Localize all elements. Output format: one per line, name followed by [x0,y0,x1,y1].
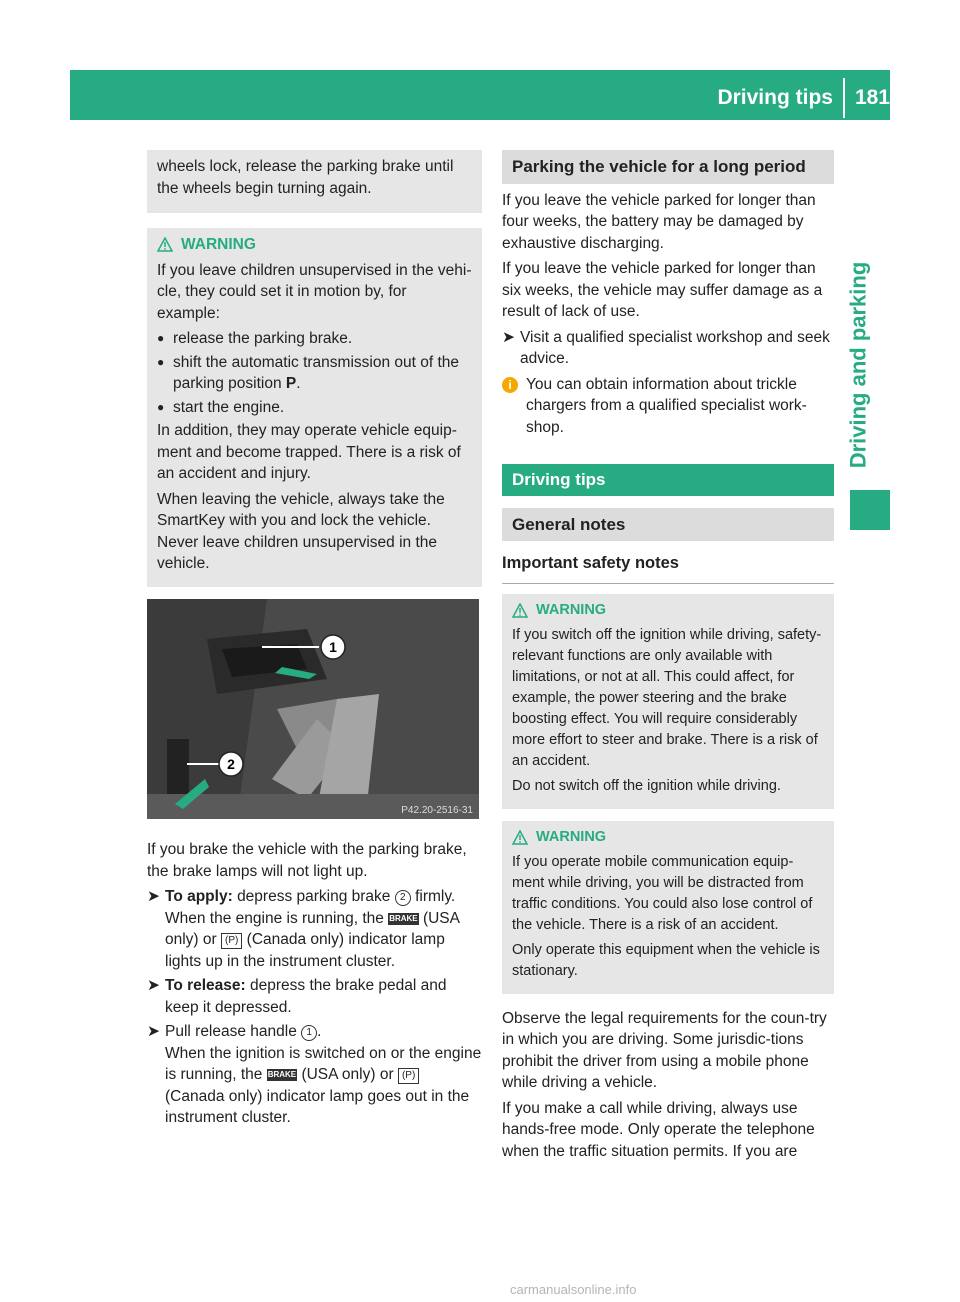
warning-title: WARNING [536,601,607,618]
step-arrow-icon: ➤ [147,977,160,994]
bullet-text: start the engine. [173,398,285,416]
long-period-para: If you leave the vehicle parked for longer than six weeks, the vehicle may suffer damage as a result of lack of use. [502,260,823,320]
warning-para: If you switch off the ignition while driving, safety-relevant functions are only available with limitations, or not at all. This could affect, for example, the power steering and the brake boosting effect. You will require considerably more effort to steer and brake. There is a risk of an accident. [512,626,822,769]
step-visit [502,327,834,370]
warning-heading [512,827,824,848]
warning-title: WARNING [536,828,607,845]
park-lamp-icon: (P) [221,933,242,949]
gear-position: P [285,375,297,392]
warning-para: In addition, they may operate vehicle equip-ment and become trapped. There is a risk of an accident and injury. [157,422,461,482]
parking-brake-photo [147,599,479,819]
call-paragraph: If you make a call while driving, always use hands-free mode. Only operate the telephone when the traffic situation permits. If you are [502,1099,815,1160]
header-title [717,80,890,116]
step-pull [147,1021,482,1129]
warning-box-ignition [502,594,834,809]
continued-box [147,150,482,213]
warning-box-children [147,228,482,587]
step-release [147,975,482,1018]
step-text: Visit a qualified specialist workshop and seek advice. [520,328,830,367]
section-heading-driving-tips: Driving tips [502,464,834,496]
info-note [502,374,834,439]
step-arrow-icon: ➤ [147,1023,160,1040]
warning-triangle-icon [512,603,528,618]
warning-heading [512,600,824,621]
step-text: (USA only) or [165,909,460,948]
step-text: (Canada only) indicator lamp lights up in the instrument cluster. [165,931,445,970]
step-arrow-icon: ➤ [502,328,515,346]
callout-2-inline-icon: 2 [395,890,411,906]
step-text: firmly. When the engine is running, the [165,888,456,927]
warning-heading [157,234,472,256]
warning-triangle-icon [512,830,528,845]
step-text: depress parking brake [237,888,391,905]
info-text: You can obtain information about trickle chargers from a qualified specialist work-shop. [526,375,807,436]
brake-lamp-icon: BRAKE [267,1070,297,1079]
continued-text: wheels lock, release the parking brake until the wheels begin turning again. [157,158,454,197]
step-arrow-icon: ➤ [147,888,160,905]
long-period-para: If you leave the vehicle parked for longer than four weeks, the battery may be damaged by exhaustive discharging. [502,191,816,252]
section-title: Driving tips [717,86,833,109]
warning-triangle-icon [157,237,173,252]
page-number: 181 [854,86,890,109]
list-item: ● start the engine. [157,397,472,419]
bullet-text: release the parking brake. [173,330,353,347]
park-lamp-icon: (P) [398,1068,419,1084]
step-text: . [317,1023,322,1040]
bullet-text: shift the automatic transmission out of the parking position [173,353,460,392]
step-text: Pull release handle [165,1023,297,1040]
info-icon: i [502,377,518,393]
subheading-safety-notes: Important safety notes [502,547,834,584]
warning-para: Only operate this equipment when the vehicle is stationary. [512,941,820,979]
warning-para: When leaving the vehicle, always take the SmartKey with you and lock the vehicle. Never leave children unsupervised in the vehicle. [157,490,445,572]
warning-para: If you operate mobile communication equip-ment while driving, you will be distracted from traffic conditions. You could also lose control of the vehicle. There is a risk of an accident. [512,853,813,933]
step-text: depress the brake pedal and keep it depressed. [165,977,447,1016]
watermark: carmanualsonline.info [510,1282,637,1297]
warning-title: WARNING [181,236,256,253]
callout-1-label: 1 [329,638,337,655]
callout-2-label: 2 [227,755,235,772]
legal-paragraph: Observe the legal requirements for the coun-try in which you are driving. Some jurisdic-tions prohibit the driver from using a mobile phone while driving a vehicle. [502,1009,827,1091]
brake-lamp-icon: BRAKE [389,913,418,923]
header-separator [843,78,845,118]
left-column [147,150,482,1132]
step-text: (USA only) or [301,1066,394,1083]
step-text: When the ignition is switched on or the engine is running, the [165,1044,482,1083]
callout-1-inline-icon: 1 [301,1025,317,1041]
step-text: (Canada only) indicator lamp goes out in the instrument cluster. [165,1087,470,1126]
step-apply [147,886,482,972]
section-heading-general-notes: General notes [502,508,834,542]
warning-box-mobile [502,821,834,994]
image-code: P42.20-2516-31 [401,804,473,816]
list-item: ● shift the automatic transmission out of the parking position P. [157,353,460,392]
side-tab [838,250,878,480]
right-column [502,150,834,1166]
warning-intro: If you leave children unsupervised in the vehi-cle, they could set it in motion by, for example: [157,261,472,322]
step-label: To apply: [165,888,233,905]
side-tab-block [850,490,890,530]
brake-paragraph: If you brake the vehicle with the parking brake, the brake lamps will not light up. [147,841,467,880]
step-label: To release: [165,977,246,994]
section-heading-long-period: Parking the vehicle for a long period [502,150,834,184]
list-item: ● release the parking brake. [157,328,472,350]
side-tab-label: Driving and parking [845,261,870,469]
warning-para: Do not switch off the ignition while driving. [512,777,781,794]
